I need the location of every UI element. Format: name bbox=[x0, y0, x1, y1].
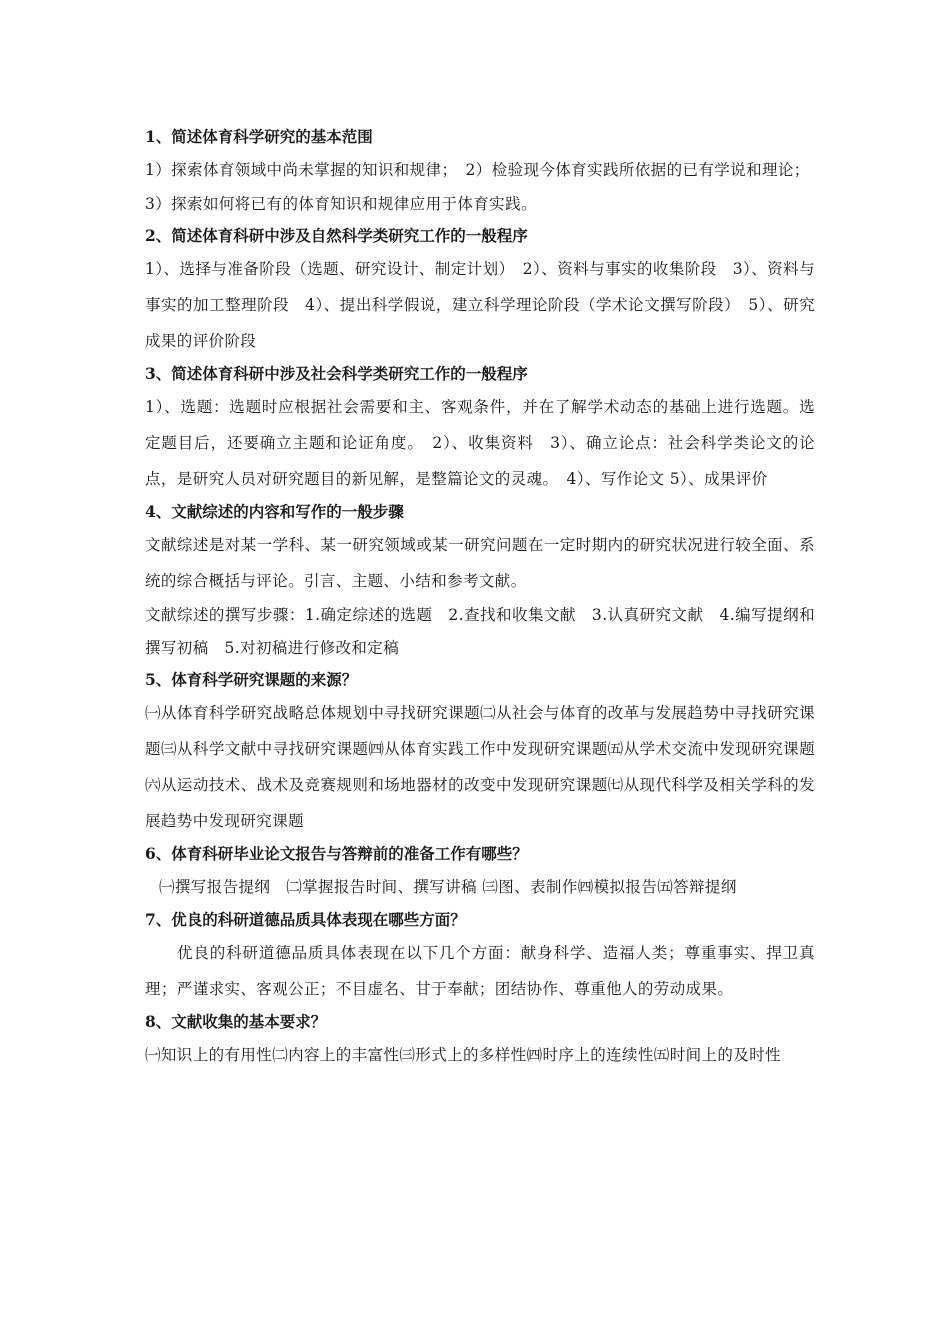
answer-paragraph: ㈠从体育科学研究战略总体规划中寻找研究课题㈡从社会与体育的改革与发展趋势中寻找研究课题㈢从科学文献中寻找研究课题㈣从体育实践工作中发现研究课题㈤从学术交流中发现研究课题㈥从运动技术、战术及竞赛规则和场地器材的改变中发现研究课题㈦从现代科学及相关学科的发展趋势中发现研究课题 bbox=[145, 704, 815, 830]
question-heading: 7、优良的科研道德品质具体表现在哪些方面？ bbox=[145, 910, 466, 929]
document-page bbox=[145, 122, 815, 1073]
question-heading: 4、文献综述的内容和写作的一般步骤 bbox=[145, 502, 404, 521]
section-2 bbox=[145, 221, 815, 359]
section-4 bbox=[145, 497, 815, 665]
answer-paragraph: 1）、选择与准备阶段（选题、研究设计、制定计划） 2）、资料与事实的收集阶段 3）、资料与事实的加工整理阶段 4）、提出科学假说，建立科学理论阶段（学术论文撰写阶段） 5）、研究成果的评价阶段 bbox=[145, 260, 815, 350]
question-heading: 6、体育科研毕业论文报告与答辩前的准备工作有哪些？ bbox=[145, 844, 528, 863]
section-8 bbox=[145, 1007, 815, 1073]
answer-paragraph: ㈠知识上的有用性㈡内容上的丰富性㈢形式上的多样性㈣时序上的连续性㈤时间上的及时性 bbox=[145, 1046, 782, 1064]
question-heading: 2、简述体育科研中涉及自然科学类研究工作的一般程序 bbox=[145, 226, 528, 245]
section-5 bbox=[145, 665, 815, 839]
answer-paragraph: ㈠撰写报告提纲 ㈡掌握报告时间、撰写讲稿 ㈢图、表制作㈣模拟报告㈤答辩提纲 bbox=[159, 878, 737, 896]
answer-paragraph: 3）探索如何将已有的体育知识和规律应用于体育实践。 bbox=[145, 195, 537, 213]
question-heading: 5、体育科学研究课题的来源？ bbox=[145, 670, 358, 689]
section-3 bbox=[145, 359, 815, 497]
answer-paragraph: 1）探索体育领域中尚未掌握的知识和规律； 2）检验现今体育实践所依据的已有学说和理论； bbox=[145, 161, 810, 179]
answer-paragraph: 文献综述是对某一学科、某一研究领域或某一研究问题在一定时期内的研究状况进行较全面、系统的综合概括与评论。引言、主题、小结和参考文献。 bbox=[145, 536, 815, 590]
section-6 bbox=[145, 839, 815, 905]
question-heading: 1、简述体育科学研究的基本范围 bbox=[145, 127, 373, 146]
question-heading: 8、文献收集的基本要求？ bbox=[145, 1012, 327, 1031]
answer-paragraph: 文献综述的撰写步骤：1.确定综述的选题 2.查找和收集文献 3.认真研究文献 4.编写提纲和撰写初稿 5.对初稿进行修改和定稿 bbox=[145, 606, 815, 657]
section-7 bbox=[145, 905, 815, 1007]
question-heading: 3、简述体育科研中涉及社会科学类研究工作的一般程序 bbox=[145, 364, 528, 383]
answer-paragraph: 1）、选题：选题时应根据社会需要和主、客观条件，并在了解学术动态的基础上进行选题。选定题目后，还要确立主题和论证角度。 2）、收集资料 3）、确立论点：社会科学类论文的论点，是研究人员对研究题目的新见解，是整篇论文的灵魂。 4）、写作论文 5）、成果评价 bbox=[145, 398, 815, 488]
answer-paragraph: 优良的科研道德品质具体表现在以下几个方面：献身科学、造福人类；尊重事实、捍卫真理；严谨求实、客观公正；不目虚名、甘于奉献；团结协作、尊重他人的劳动成果。 bbox=[145, 944, 815, 998]
section-1 bbox=[145, 122, 815, 221]
